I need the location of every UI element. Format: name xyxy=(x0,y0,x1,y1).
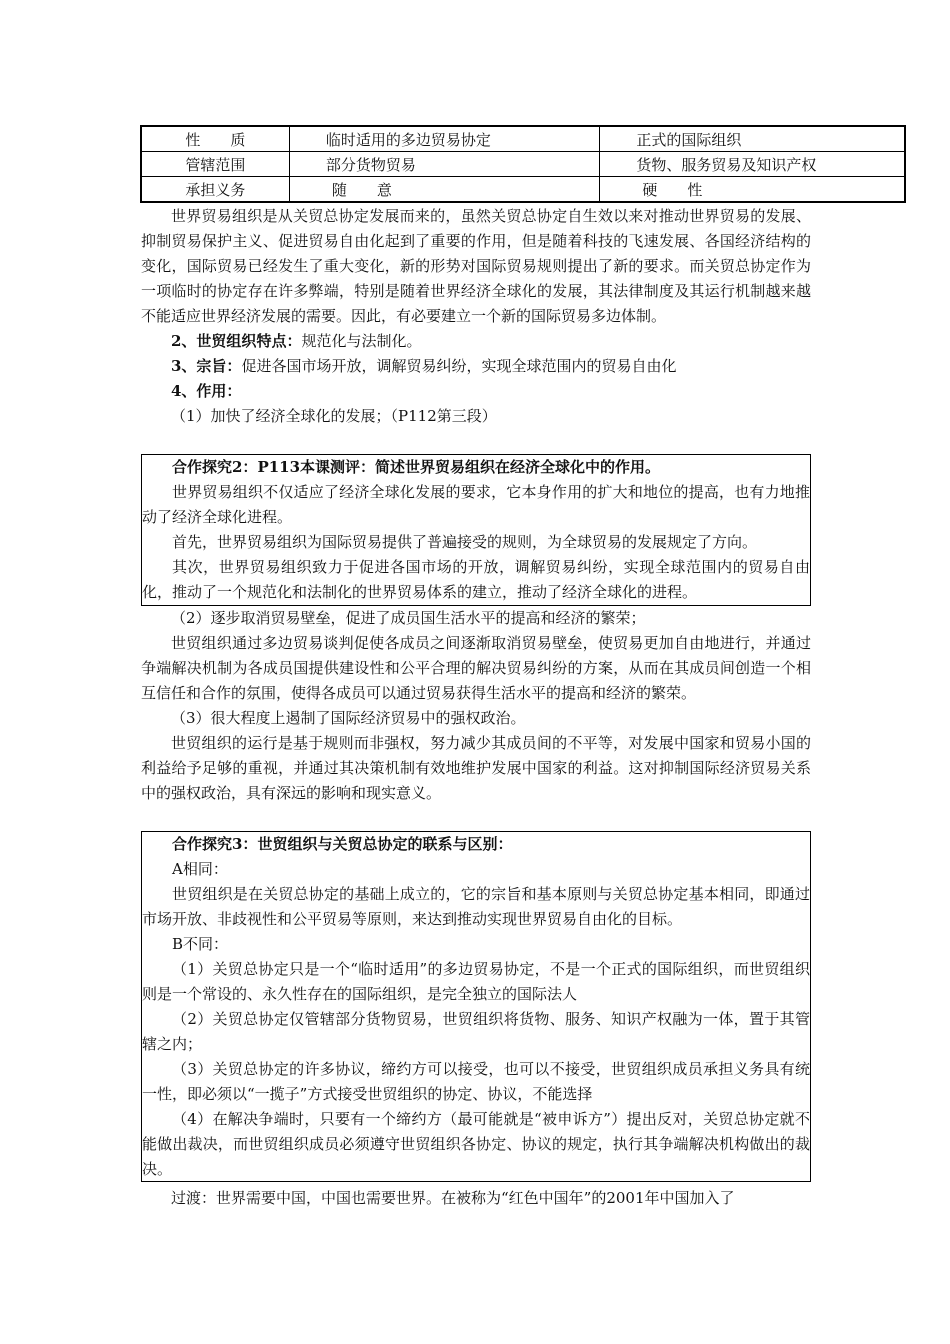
intro-section xyxy=(141,204,811,429)
point-3-label: 3、宗旨： xyxy=(171,357,242,375)
inquiry-2-paragraph: 世界贸易组织不仅适应了经济全球化发展的要求，它本身作用的扩大和地位的提高，也有力地推动了经济全球化进程。 xyxy=(142,483,810,526)
row-label: 管辖范围 xyxy=(141,152,289,177)
intro-paragraph: 世界贸易组织是从关贸总协定发展而来的，虽然关贸总协定自生效以来对推动世界贸易的发展、抑制贸易保护主义、促进贸易自由化起到了重要的作用，但是随着科技的飞速发展、各国经济结构的变化，国际贸易已经发生了重大变化，新的形势对国际贸易规则提出了新的要求。而关贸总协定作为一项临时的协定存在许多弊端，特别是随着世界经济全球化的发展，其法律制度及其运行机制越来越不能适应世界经济发展的需要。因此，有必要建立一个新的国际贸易多边体制。 xyxy=(141,207,811,325)
point-2-label: 2、世贸组织特点： xyxy=(171,332,302,350)
row-label: 性 质 xyxy=(141,126,289,152)
role-3: （3）很大程度上遏制了国际经济贸易中的强权政治。 xyxy=(171,709,526,727)
inquiry-2-title: 合作探究2：P113本课测评：简述世界贸易组织在经济全球化中的作用。 xyxy=(172,458,661,476)
role-2: （2）逐步取消贸易壁垒，促进了成员国生活水平的提高和经济的繁荣； xyxy=(171,609,646,627)
inquiry-3-title: 合作探究3：世贸组织与关贸总协定的联系与区别： xyxy=(172,835,513,853)
similarity-text: 世贸组织是在关贸总协定的基础上成立的，它的宗旨和基本原则与关贸总协定基本相同，即通过市场开放、非歧视性和公平贸易等原则，来达到推动实现世界贸易自由化的目标。 xyxy=(142,885,810,928)
gatt-cell: 临时适用的多边贸易协定 xyxy=(325,130,491,149)
difference-item: （4）在解决争端时，只要有一个缔约方（最可能就是“被申诉方”）提出反对，关贸总协定就不能做出裁决，而世贸组织成员必须遵守世贸组织各协定、协议的规定，执行其争端解决机构做出的裁决。 xyxy=(142,1110,810,1178)
role-3-text: 世贸组织的运行是基于规则而非强权，努力减少其成员间的不平等，对发展中国家和贸易小国的利益给予足够的重视，并通过其决策机制有效地维护发展中国家的利益。这对抑制国际经济贸易关系中的强权政治，具有深远的影响和现实意义。 xyxy=(141,734,811,802)
point-2 xyxy=(141,329,811,354)
role-2-text: 世贸组织通过多边贸易谈判促使各成员之间逐渐取消贸易壁垒，使贸易更加自由地进行，并通过争端解决机制为各成员国提供建设性和公平合理的解决贸易纠纷的方案，从而在其成员间创造一个相互信任和合作的氛围，使得各成员可以通过贸易获得生活水平的提高和经济的繁荣。 xyxy=(141,634,811,702)
gatt-cell: 随 意 xyxy=(331,180,392,199)
point-3 xyxy=(141,354,811,379)
transition-text: 过渡：世界需要中国，中国也需要世界。在被称为“红色中国年”的2001年中国加入了 xyxy=(171,1189,735,1207)
inquiry-2-paragraph: 首先，世界贸易组织为国际贸易提供了普遍接受的规则，为全球贸易的发展规定了方向。 xyxy=(172,533,758,551)
transition-section xyxy=(141,1186,811,1211)
inquiry-2-paragraph: 其次，世界贸易组织致力于促进各国市场的开放，调解贸易纠纷，实现全球范围内的贸易自由化，推动了一个规范化和法制化的世界贸易体系的建立，推动了经济全球化的进程。 xyxy=(142,558,810,601)
point-4 xyxy=(141,379,811,404)
difference-item: （1）关贸总协定只是一个“临时适用”的多边贸易协定，不是一个正式的国际组织，而世贸组织则是一个常设的、永久性存在的国际组织，是完全独立的国际法人 xyxy=(142,960,810,1003)
wto-cell: 硬 性 xyxy=(642,180,703,199)
inquiry-box-2 xyxy=(141,454,811,606)
table-row xyxy=(141,152,905,177)
wto-cell: 货物、服务贸易及知识产权 xyxy=(636,155,817,174)
difference-item: （2）关贸总协定仅管辖部分货物贸易，世贸组织将货物、服务、知识产权融为一体，置于其管辖之内； xyxy=(142,1010,810,1053)
point-2-text: 规范化与法制化。 xyxy=(301,332,422,350)
roles-section xyxy=(141,606,811,806)
difference-label: B不同： xyxy=(172,935,229,953)
table-row xyxy=(141,126,905,152)
role-1: （1）加快了经济全球化的发展；（P112第三段） xyxy=(171,407,497,425)
gatt-cell: 部分货物贸易 xyxy=(325,155,416,174)
point-3-text: 促进各国市场开放，调解贸易纠纷，实现全球范围内的贸易自由化 xyxy=(241,357,677,375)
similarity-label: A相同： xyxy=(172,860,228,878)
point-4-label: 4、作用： xyxy=(171,382,242,400)
comparison-table xyxy=(140,125,906,203)
wto-cell: 正式的国际组织 xyxy=(636,130,742,149)
difference-item: （3）关贸总协定的许多协议，缔约方可以接受，也可以不接受，世贸组织成员承担义务具有统一性，即必须以“一揽子”方式接受世贸组织的协定、协议，不能选择 xyxy=(142,1060,810,1103)
row-label: 承担义务 xyxy=(141,177,289,203)
inquiry-box-3 xyxy=(141,831,811,1182)
table-row xyxy=(141,177,905,203)
